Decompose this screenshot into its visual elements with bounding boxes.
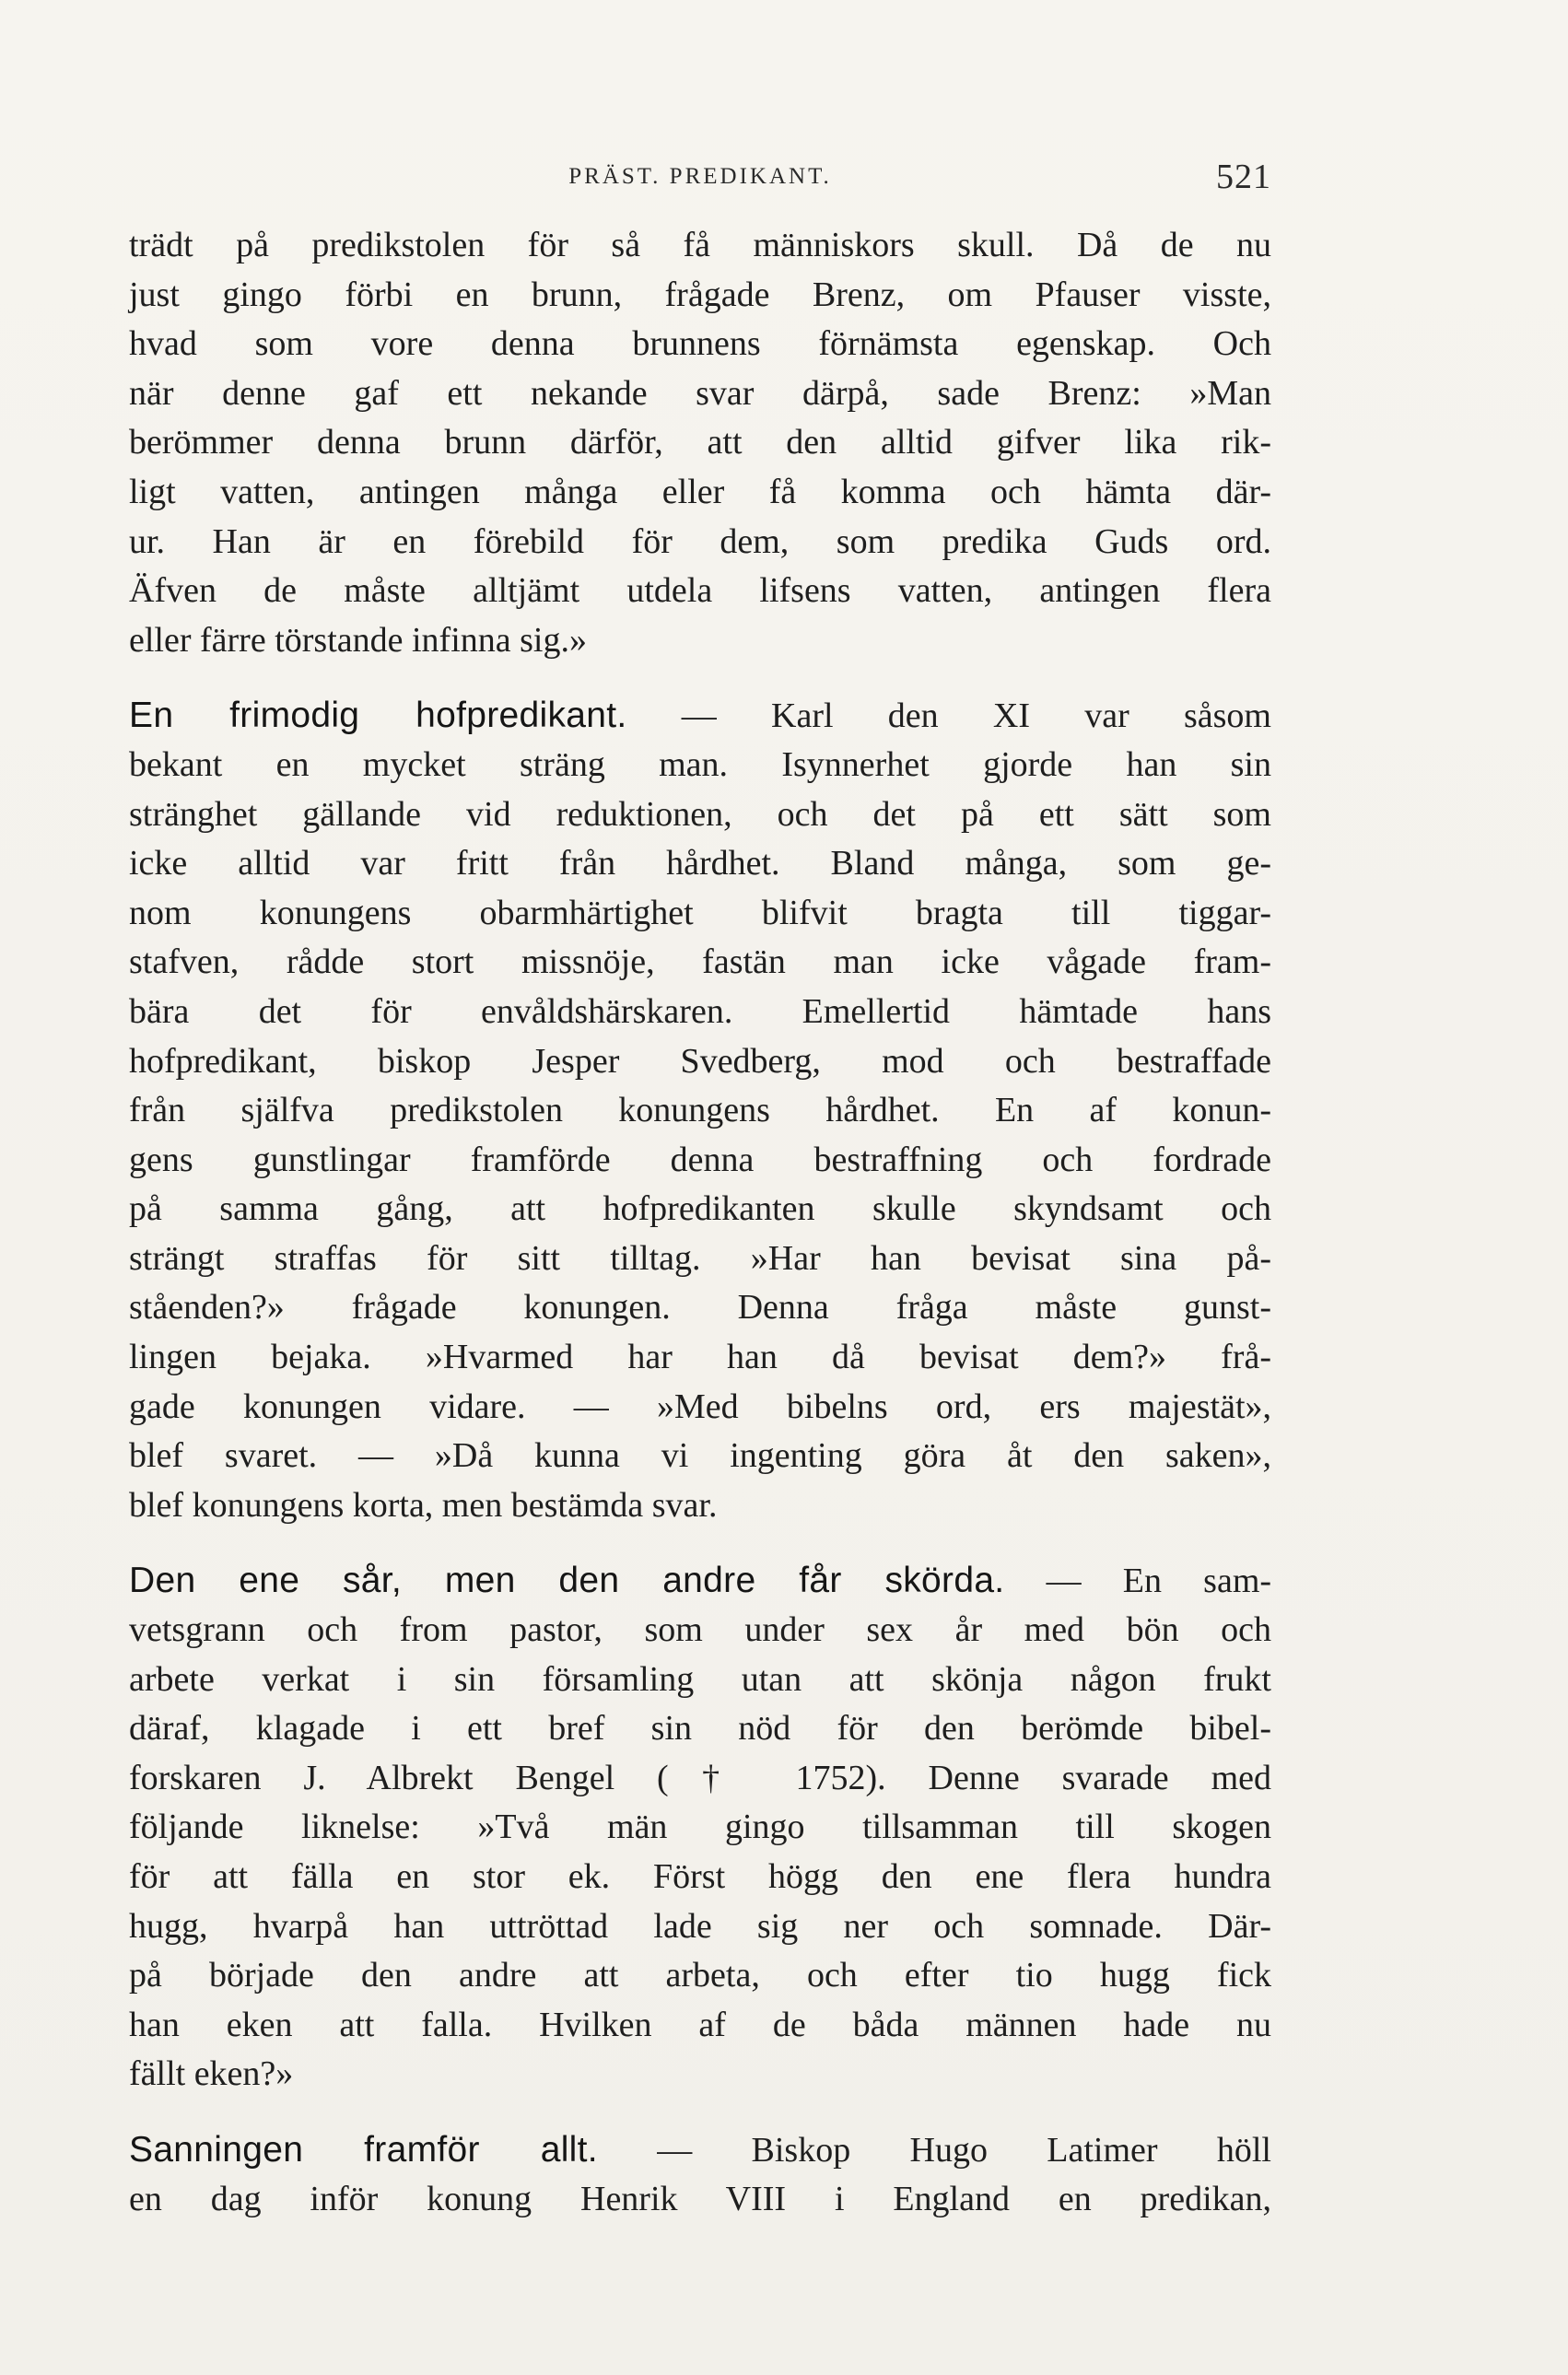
text-line: för att fälla en stor ek. Först högg den ene flera hundra [129,1857,1271,1896]
text-line: från själfva predikstolen konungens hårdhet. En af konun- [129,1091,1271,1130]
text-line: gens gunstlingar framförde denna bestraffning och fordrade [129,1140,1271,1179]
section-heading: Den ene sår, men den andre får skörda. [129,1561,1005,1601]
text-line: arbete verkat i sin församling utan att skönja någon frukt [129,1659,1271,1699]
section-sanningen-framfor-allt [129,2125,1271,2224]
section-heading: Sanningen framför allt. [129,2129,598,2170]
text-line: ur. Han är en förebild för dem, som predika Guds ord. [129,521,1271,561]
text-line: följande liknelse: »Två män gingo tillsamman till skogen [129,1808,1271,1847]
text-line: strängt straffas för sitt tilltag. »Har han bevisat sina på- [129,1238,1271,1278]
section-first-line [129,2125,1271,2175]
text-line: på började den andre att arbeta, och efter tio hugg fick [129,1956,1271,1995]
text-line: när denne gaf ett nekande svar därpå, sade Brenz: »Man [129,373,1271,413]
page-number: 521 [1216,158,1271,196]
text-line: bekant en mycket sträng man. Isynnerhet gjorde han sin [129,744,1271,784]
section-den-ene-sar [129,1556,1271,2100]
text-fragment: — Biskop Hugo Latimer höll [657,2130,1271,2170]
text-line: stafven, rådde stort missnöje, fastän man icke vågade fram- [129,942,1271,982]
text-line: lingen bejaka. »Hvarmed har han då bevisat dem?» frå- [129,1338,1271,1377]
page-header [129,157,1271,212]
text-line: hvad som vore denna brunnens förnämsta egenskap. Och [129,324,1271,364]
text-line: trädt på predikstolen för så få människors skull. Då de nu [129,226,1271,264]
section-first-line [129,1556,1271,1606]
text-line: blef konungens korta, men bestämda svar. [129,1485,718,1525]
text-line: en dag inför konung Henrik VIII i England en predikan, [129,2179,1271,2218]
text-line: däraf, klagade i ett bref sin nöd för den berömde bibel- [129,1709,1271,1749]
text-line: Äfven de måste alltjämt utdela lifsens vatten, antingen flera [129,571,1271,611]
text-fragment: — En sam- [1046,1562,1272,1601]
text-line: ligt vatten, antingen många eller få komma och hämta där- [129,472,1271,511]
text-line: blef svaret. — »Då kunna vi ingenting göra åt den saken», [129,1436,1271,1476]
text-line: icke alltid var fritt från hårdhet. Bland många, som ge- [129,844,1271,883]
text-line: nom konungens obarmhärtighet blifvit bragta till tiggar- [129,893,1271,932]
section-heading: En frimodig hofpredikant. [129,696,627,736]
text-line: vetsgrann och from pastor, som under sex år med bön och [129,1610,1271,1650]
text-line: han eken att falla. Hvilken af de båda männen hade nu [129,2005,1271,2044]
section-frimodig-hofpredikant [129,691,1271,1530]
text-line: stränghet gällande vid reduktionen, och det på ett sätt som [129,794,1271,834]
text-fragment: — Karl den XI var såsom [681,696,1271,736]
text-line: ståenden?» frågade konungen. Denna fråga måste gunst- [129,1288,1271,1328]
text-line: berömmer denna brunn därför, att den alltid gifver lika rik- [129,423,1271,462]
text-line: hugg, hvarpå han uttröttad lade sig ner och somnade. Där- [129,1906,1271,1946]
paragraph-continuation [129,221,1271,665]
text-line: på samma gång, att hofpredikanten skulle skyndsamt och [129,1189,1271,1229]
text-line: eller färre törstande infinna sig.» [129,620,587,660]
text-line: bära det för envåldshärskaren. Emellertid hämtade hans [129,991,1271,1031]
text-line: forskaren J. Albrekt Bengel († 1752). Denne svarade med [129,1758,1271,1797]
text-line: just gingo förbi en brunn, frågade Brenz, om Pfauser visste, [129,275,1271,314]
text-line: gade konungen vidare. — »Med bibelns ord, ers majestät», [129,1386,1271,1426]
section-first-line [129,691,1271,741]
running-head: PRÄST. PREDIKANT. [568,164,832,189]
body-text [129,221,1271,2224]
text-line: hofpredikant, biskop Jesper Svedberg, mod och bestraffade [129,1041,1271,1081]
text-line: fällt eken?» [129,2054,294,2094]
